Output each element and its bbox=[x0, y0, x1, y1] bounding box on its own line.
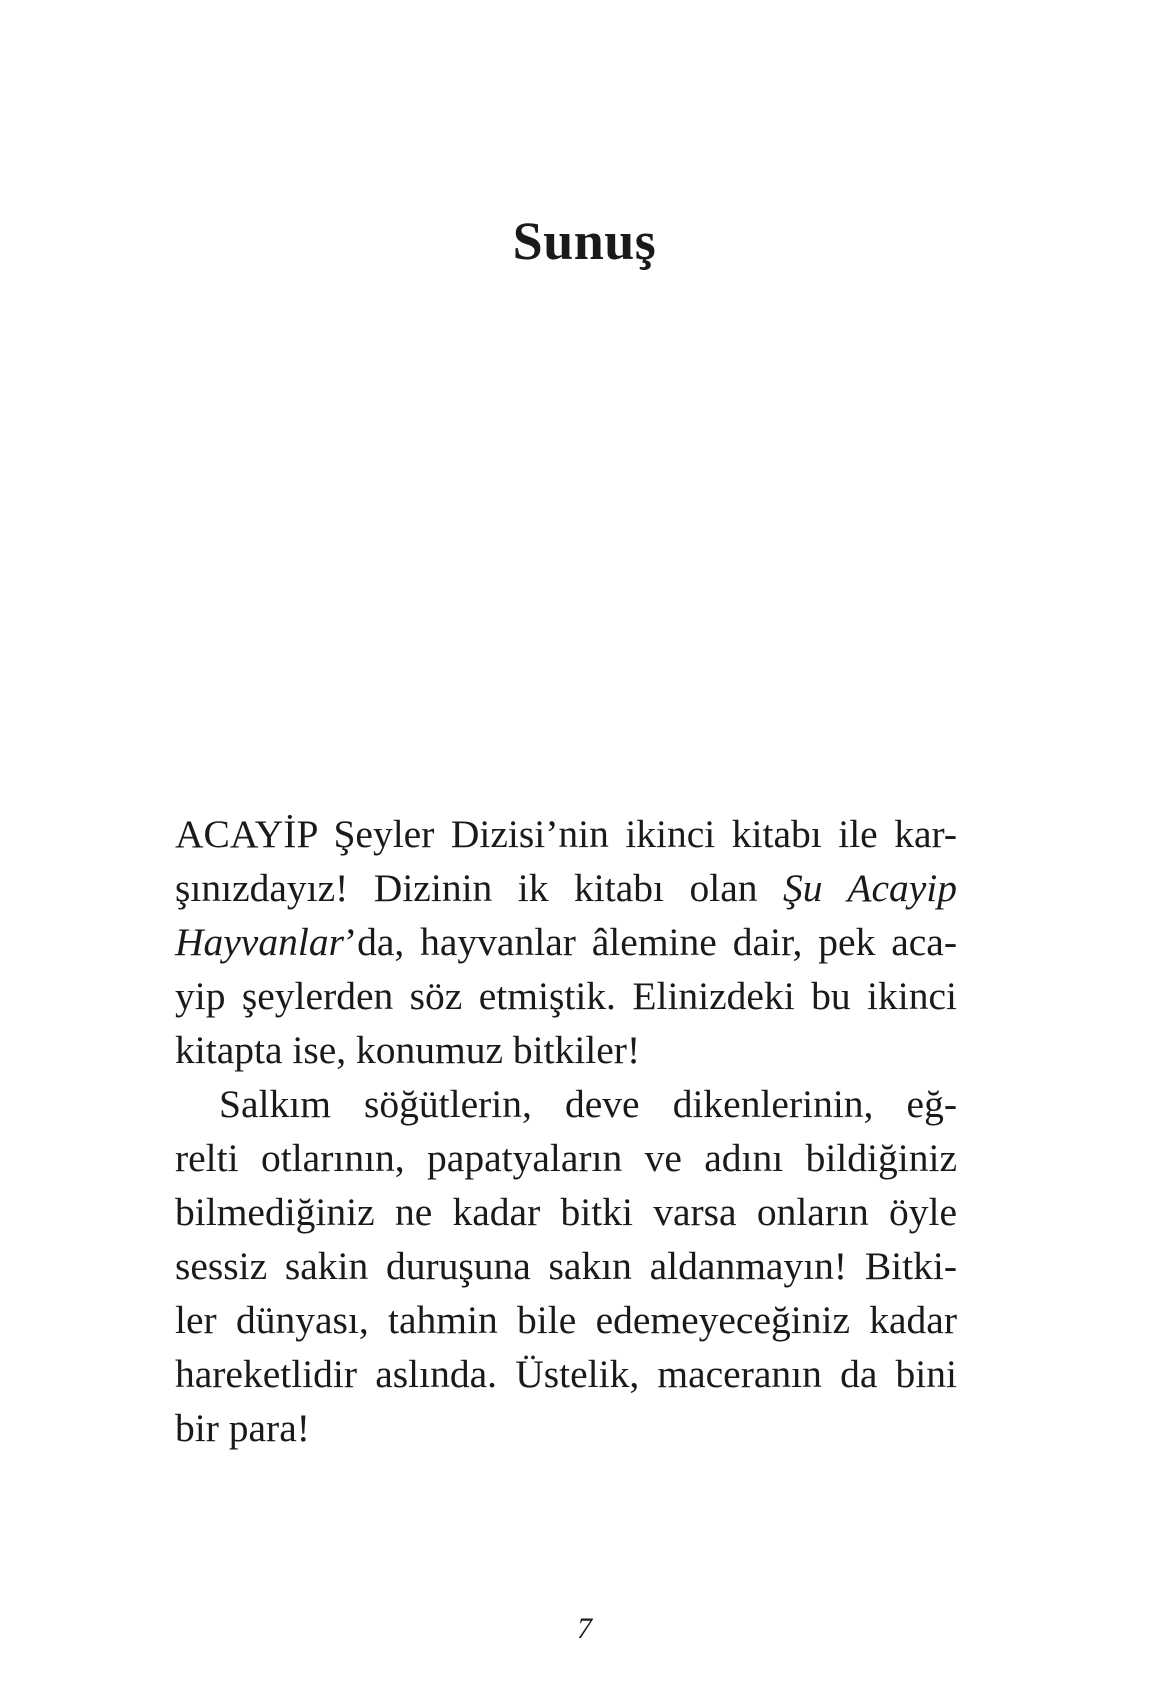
italic-book-title: Hayvanlar bbox=[175, 920, 344, 964]
page-number: 7 bbox=[577, 1612, 592, 1645]
text-line bbox=[175, 1293, 957, 1347]
body-text bbox=[175, 807, 957, 1455]
text-run: hareketlidir aslında. Üstelik, maceranın da bini bbox=[175, 1352, 957, 1396]
text-run: şınızdayız! Dizinin ik kitabı olan bbox=[175, 866, 784, 910]
text-line bbox=[175, 807, 957, 861]
text-line bbox=[175, 1239, 957, 1293]
text-line bbox=[175, 1347, 957, 1401]
text-line bbox=[175, 1401, 957, 1455]
text-run: ler dünyası, tahmin bile edemeyeceğiniz kadar bbox=[175, 1298, 957, 1342]
text-line bbox=[175, 861, 957, 915]
text-line bbox=[175, 969, 957, 1023]
text-run: Salkım söğütlerin, deve dikenlerinin, eğ- bbox=[219, 1082, 957, 1126]
paragraph bbox=[175, 807, 957, 1077]
text-line bbox=[175, 1131, 957, 1185]
text-line bbox=[175, 1185, 957, 1239]
text-line bbox=[175, 1077, 957, 1131]
text-run: ’da, hayvanlar âlemine dair, pek aca- bbox=[343, 920, 957, 964]
text-run: sessiz sakin duruşuna sakın aldanmayın! Bitki- bbox=[175, 1244, 957, 1288]
text-run: kitapta ise, konumuz bitkiler! bbox=[175, 1028, 641, 1072]
text-run: bir para! bbox=[175, 1406, 310, 1450]
text-run: bilmediğiniz ne kadar bitki varsa onların öyle bbox=[175, 1190, 957, 1234]
page-title: Sunuş bbox=[512, 211, 657, 271]
paragraph bbox=[175, 1077, 957, 1455]
text-line bbox=[175, 915, 957, 969]
text-line bbox=[175, 1023, 957, 1077]
italic-book-title: Şu Acayip bbox=[783, 866, 957, 910]
text-run: yip şeylerden söz etmiştik. Elinizdeki bu ikinci bbox=[175, 974, 957, 1018]
text-run: ACAYİP Şeyler Dizisi’nin ikinci kitabı ile kar- bbox=[175, 812, 957, 856]
text-run: relti otlarının, papatyaların ve adını bildiğiniz bbox=[175, 1136, 957, 1180]
